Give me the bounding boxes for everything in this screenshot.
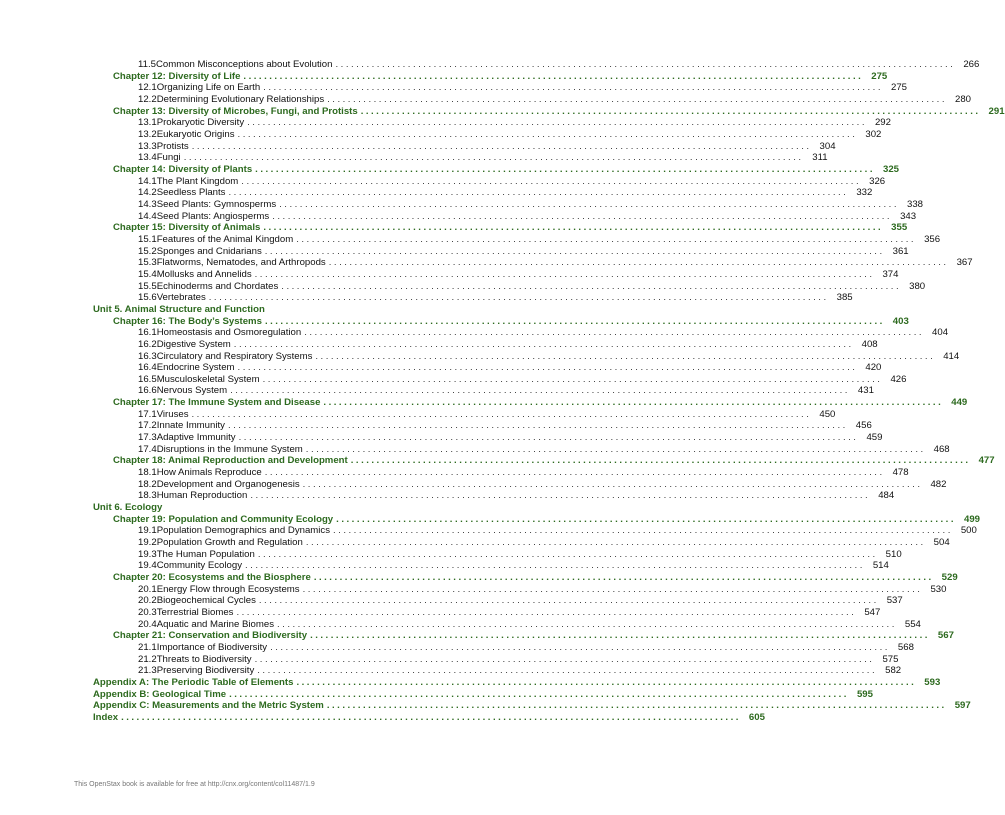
toc-entry-title: Homeostasis and Osmoregulation xyxy=(156,327,302,339)
toc-entry-title: Circulatory and Respiratory Systems xyxy=(156,350,313,362)
toc-dot-leader: ........................................................................................................................ xyxy=(228,187,849,199)
toc-entry-title: Seedless Plants xyxy=(156,187,226,199)
toc-dot-leader: ........................................................................................................................ xyxy=(264,315,885,327)
toc-page-number: 537 xyxy=(886,595,903,607)
toc-chapter-entry[interactable] xyxy=(113,315,909,328)
toc-dot-leader: ........................................................................................................................ xyxy=(281,280,902,292)
toc-dot-leader: ........................................................................................................................ xyxy=(263,222,884,234)
toc-page-number: 595 xyxy=(856,688,873,700)
toc-section-number: 21.2 xyxy=(138,653,157,665)
toc-dot-leader: ........................................................................................................................ xyxy=(243,70,864,82)
toc-entry-title: Musculoskeletal System xyxy=(156,373,260,385)
toc-entry-title: Preserving Biodiversity xyxy=(156,665,255,677)
toc-section-number: 15.6 xyxy=(138,292,157,304)
toc-section-entry[interactable] xyxy=(138,595,903,607)
toc-page-number: 514 xyxy=(872,560,889,572)
toc-dot-leader: ........................................................................................................................ xyxy=(327,93,947,105)
toc-page-number: 275 xyxy=(871,70,888,82)
toc-section-entry[interactable] xyxy=(138,198,923,211)
toc-entry-title: Human Reproduction xyxy=(156,490,248,502)
toc-section-entry[interactable] xyxy=(138,653,899,666)
toc-dot-leader: ........................................................................................................................ xyxy=(208,292,829,304)
toc-entry-title: Importance of Biodiversity xyxy=(156,642,268,653)
toc-section-entry[interactable] xyxy=(138,210,917,223)
toc-section-number: 17.1 xyxy=(138,408,157,420)
toc-dot-leader: ........................................................................................................................ xyxy=(296,233,917,245)
toc-dot-leader: ........................................................................................................................ xyxy=(227,420,848,432)
toc-entry-title: Chapter 13: Diversity of Microbes, Fungi, and Protists xyxy=(113,105,358,117)
toc-dot-leader: ........................................................................................................................ xyxy=(250,490,871,502)
toc-section-entry[interactable] xyxy=(138,152,828,164)
toc-section-entry[interactable] xyxy=(138,385,874,397)
toc-appendix-entry[interactable] xyxy=(93,676,941,689)
toc-appendix-entry[interactable] xyxy=(93,688,873,701)
toc-dot-leader: ........................................................................................................................ xyxy=(326,700,947,712)
toc-page-number: 449 xyxy=(951,397,968,409)
toc-entry-title: How Animals Reproduce xyxy=(156,467,262,479)
toc-page-number: 292 xyxy=(874,117,891,129)
toc-dot-leader: ........................................................................................................................ xyxy=(315,350,936,362)
toc-page-number: 408 xyxy=(861,338,878,350)
toc-dot-leader: ........................................................................................................................ xyxy=(313,572,934,584)
toc-page-number: 431 xyxy=(857,385,874,397)
toc-page-number: 568 xyxy=(897,642,914,653)
toc-entry-title: Appendix B: Geological Time xyxy=(93,688,227,700)
toc-entry-title: Chapter 17: The Immune System and Disease xyxy=(113,397,321,409)
toc-section-entry[interactable] xyxy=(138,117,891,129)
toc-entry-title: Chapter 14: Diversity of Plants xyxy=(113,163,253,175)
toc-section-entry[interactable] xyxy=(138,583,947,596)
toc-chapter-entry[interactable] xyxy=(113,630,954,642)
toc-chapter-entry[interactable] xyxy=(113,513,981,526)
toc-page-number: 499 xyxy=(964,513,981,525)
toc-dot-leader: ........................................................................................................................ xyxy=(333,525,953,537)
toc-appendix-entry[interactable] xyxy=(93,700,971,712)
toc-page-number: 367 xyxy=(956,257,973,269)
toc-entry-title: Vertebrates xyxy=(156,292,206,304)
toc-page-number: 374 xyxy=(882,268,899,280)
toc-page-number: 361 xyxy=(892,245,909,257)
toc-entry-title: Protists xyxy=(156,140,189,152)
toc-dot-leader: ........................................................................................................................ xyxy=(263,82,884,94)
toc-page-number: 593 xyxy=(924,676,941,688)
toc-dot-leader: ........................................................................................................................ xyxy=(121,711,741,723)
toc-dot-leader: ........................................................................................................................ xyxy=(237,362,858,374)
toc-entry-title: The Plant Kingdom xyxy=(156,175,239,187)
toc-page-number: 385 xyxy=(836,292,853,304)
toc-page-number: 510 xyxy=(885,548,902,560)
toc-page-number: 325 xyxy=(883,163,900,175)
toc-page-number: 332 xyxy=(856,187,873,199)
toc-page-number: 500 xyxy=(960,525,977,537)
toc-section-number: 20.2 xyxy=(138,595,157,607)
toc-dot-leader: ........................................................................................................................ xyxy=(304,327,925,339)
toc-chapter-entry[interactable] xyxy=(113,105,1005,118)
toc-dot-leader: ........................................................................................................................ xyxy=(191,408,812,420)
toc-dot-leader: ........................................................................................................................ xyxy=(264,245,885,257)
toc-section-entry[interactable] xyxy=(138,373,907,386)
toc-section-entry[interactable] xyxy=(138,280,926,293)
toc-entry-title: Common Misconceptions about Evolution xyxy=(155,59,333,70)
toc-section-number: 19.2 xyxy=(138,537,157,549)
toc-section-entry[interactable] xyxy=(138,607,881,619)
toc-page-number: 478 xyxy=(892,467,909,479)
toc-page-number: 567 xyxy=(937,630,954,642)
toc-dot-leader: ........................................................................................................................ xyxy=(305,537,926,549)
toc-section-number: 19.3 xyxy=(138,548,157,560)
toc-entry-title: Chapter 16: The Body’s Systems xyxy=(113,315,262,327)
toc-entry-title: Community Ecology xyxy=(156,560,242,572)
toc-dot-leader: ........................................................................................................................ xyxy=(254,653,875,665)
toc-page-number: 575 xyxy=(882,653,899,665)
toc-page-number: 554 xyxy=(904,618,921,630)
toc-section-number: 21.1 xyxy=(138,642,157,653)
toc-section-entry[interactable] xyxy=(138,327,949,339)
toc-section-number: 14.3 xyxy=(138,198,157,210)
toc-page-number: 605 xyxy=(748,711,765,723)
toc-entry-title: Chapter 15: Diversity of Animals xyxy=(113,222,261,234)
toc-entry-title: Determining Evolutionary Relationships xyxy=(156,93,325,105)
toc-section-entry[interactable] xyxy=(138,233,941,246)
page-footer: This OpenStax book is available for free at http://cnx.org/content/col11487/1.9 xyxy=(74,781,315,788)
toc-section-number: 20.4 xyxy=(138,618,157,630)
toc-dot-leader: ........................................................................................................................ xyxy=(328,257,949,269)
toc-page-number: 504 xyxy=(933,537,950,549)
toc-entry-title: Features of the Animal Kingdom xyxy=(156,233,294,245)
toc-section-entry[interactable] xyxy=(138,292,853,304)
toc-section-entry[interactable] xyxy=(138,478,947,491)
toc-page-number: 530 xyxy=(930,583,947,595)
toc-entry-title: Chapter 21: Conservation and Biodiversity xyxy=(113,630,308,642)
toc-section-number: 20.3 xyxy=(138,607,157,619)
toc-page-number: 477 xyxy=(978,455,995,467)
toc-dot-leader: ........................................................................................................................ xyxy=(270,642,890,653)
toc-entry-title: Population Demographics and Dynamics xyxy=(156,525,330,537)
toc-section-number: 21.3 xyxy=(138,665,157,677)
toc-chapter-entry[interactable] xyxy=(113,163,900,176)
toc-page-number: 582 xyxy=(885,665,902,677)
toc-section-number: 16.1 xyxy=(138,327,157,339)
toc-dot-leader: ........................................................................................................................ xyxy=(233,338,854,350)
toc-section-number: 19.1 xyxy=(138,525,157,537)
toc-section-entry[interactable] xyxy=(138,268,899,281)
toc-entry-title: Endocrine System xyxy=(156,362,235,374)
toc-section-entry[interactable] xyxy=(138,420,872,432)
toc-page-number: 275 xyxy=(891,82,908,94)
toc-dot-leader: ........................................................................................................................ xyxy=(241,175,862,187)
toc-dot-leader: ........................................................................................................................ xyxy=(305,443,926,455)
toc-page-number: 380 xyxy=(909,280,926,292)
toc-page-number: 484 xyxy=(878,490,895,502)
toc-entry-title: Eukaryotic Origins xyxy=(156,128,235,140)
toc-section-entry[interactable] xyxy=(138,338,878,351)
toc-dot-leader: ........................................................................................................................ xyxy=(258,595,879,607)
toc-section-entry[interactable] xyxy=(138,560,889,572)
toc-entry-title: Energy Flow through Ecosystems xyxy=(156,583,300,595)
toc-section-number: 14.1 xyxy=(138,175,157,187)
toc-section-entry[interactable] xyxy=(138,350,960,363)
toc-entry-title: Seed Plants: Angiosperms xyxy=(156,210,270,222)
toc-page-number: 280 xyxy=(954,93,971,105)
toc-page-number: 482 xyxy=(930,478,947,490)
toc-section-entry[interactable] xyxy=(138,525,977,537)
toc-entry-title: Chapter 20: Ecosystems and the Biosphere xyxy=(113,572,311,584)
toc-section-number: 15.4 xyxy=(138,268,157,280)
toc-chapter-entry[interactable] xyxy=(113,222,908,234)
toc-entry-title: Chapter 19: Population and Community Ecology xyxy=(113,513,334,525)
toc-section-entry[interactable] xyxy=(138,128,882,141)
toc-section-number: 12.1 xyxy=(138,82,157,94)
toc-section-entry[interactable] xyxy=(138,548,902,561)
toc-section-number: 17.3 xyxy=(138,432,157,444)
toc-entry-title: Appendix A: The Periodic Table of Elements xyxy=(93,676,294,688)
toc-section-number: 15.5 xyxy=(138,280,157,292)
toc-dot-leader: ........................................................................................................................ xyxy=(360,105,981,117)
toc-section-number: 15.3 xyxy=(138,257,157,269)
toc-section-number: 17.2 xyxy=(138,420,157,432)
toc-page-number: 404 xyxy=(932,327,949,339)
toc-section-number: 11.5 xyxy=(138,59,156,70)
toc-page-number: 420 xyxy=(865,362,882,374)
toc-dot-leader: ........................................................................................................................ xyxy=(245,560,865,572)
toc-entry-title: Disruptions in the Immune System xyxy=(156,443,303,455)
toc-chapter-entry[interactable] xyxy=(113,397,968,409)
toc-section-number: 14.2 xyxy=(138,187,157,199)
toc-section-entry[interactable] xyxy=(138,82,908,94)
toc-page-number: 343 xyxy=(900,210,917,222)
toc-entry-title: Biogeochemical Cycles xyxy=(156,595,256,607)
toc-entry-title: Sponges and Cnidarians xyxy=(156,245,262,257)
toc-entry-title: Echinoderms and Chordates xyxy=(156,280,279,292)
toc-entry-title: Innate Immunity xyxy=(156,420,225,432)
toc-page-number: 356 xyxy=(924,233,941,245)
toc-entry-title: Unit 5. Animal Structure and Function xyxy=(93,303,265,315)
toc-page-number: 338 xyxy=(906,198,923,210)
toc-section-number: 12.2 xyxy=(138,93,157,105)
toc-section-entry[interactable] xyxy=(138,432,883,444)
toc-dot-leader: ........................................................................................................................ xyxy=(183,152,804,164)
toc-entry-title: Population Growth and Regulation xyxy=(156,537,303,549)
toc-section-number: 16.2 xyxy=(138,338,157,350)
toc-section-entry[interactable] xyxy=(138,93,971,106)
toc-section-entry[interactable] xyxy=(138,59,980,71)
toc-page-number: 450 xyxy=(819,408,836,420)
toc-page-number: 291 xyxy=(988,105,1005,117)
toc-entry-title: Organizing Life on Earth xyxy=(156,82,261,94)
toc-section-entry[interactable] xyxy=(138,245,909,258)
toc-section-entry[interactable] xyxy=(138,257,973,269)
toc-section-entry[interactable] xyxy=(138,642,914,654)
toc-entry-title: Adaptive Immunity xyxy=(156,432,236,444)
toc-page-number: 547 xyxy=(864,607,881,619)
toc-dot-leader: ........................................................................................................................ xyxy=(336,513,957,525)
toc-entry-title: Index xyxy=(93,711,119,723)
toc-section-number: 20.1 xyxy=(138,583,157,595)
toc-entry-title: Viruses xyxy=(156,408,189,420)
toc-section-entry[interactable] xyxy=(138,467,909,479)
toc-section-entry[interactable] xyxy=(138,140,836,153)
toc-dot-leader: ........................................................................................................................ xyxy=(279,198,899,210)
toc-dot-leader: ........................................................................................................................ xyxy=(229,688,849,700)
toc-dot-leader: ........................................................................................................................ xyxy=(262,373,883,385)
toc-page-number: 311 xyxy=(812,152,828,164)
toc-dot-leader: ........................................................................................................................ xyxy=(296,676,917,688)
toc-section-entry[interactable] xyxy=(138,187,873,199)
toc-dot-leader: ........................................................................................................................ xyxy=(257,665,878,677)
toc-dot-leader: ........................................................................................................................ xyxy=(350,455,971,467)
toc-chapter-entry[interactable] xyxy=(113,455,995,467)
toc-page-number: 403 xyxy=(892,315,909,327)
toc-dot-leader: ........................................................................................................................ xyxy=(272,210,893,222)
toc-section-number: 18.3 xyxy=(138,490,157,502)
toc-entry-title: Chapter 18: Animal Reproduction and Development xyxy=(113,455,348,467)
toc-dot-leader: ........................................................................................................................ xyxy=(191,140,812,152)
toc-section-number: 13.4 xyxy=(138,152,157,164)
toc-section-number: 15.2 xyxy=(138,245,157,257)
toc-dot-leader: ........................................................................................................................ xyxy=(257,548,878,560)
toc-page-number: 302 xyxy=(865,128,882,140)
toc-entry-title: Threats to Biodiversity xyxy=(156,653,252,665)
toc-entry-title: The Human Population xyxy=(156,548,255,560)
toc-section-number: 16.4 xyxy=(138,362,157,374)
toc-page-number: 468 xyxy=(933,443,950,455)
toc-entry-title: Prokaryotic Diversity xyxy=(156,117,245,129)
toc-dot-leader: ........................................................................................................................ xyxy=(254,268,875,280)
toc-entry-title: Chapter 12: Diversity of Life xyxy=(113,70,241,82)
toc-dot-leader: ........................................................................................................................ xyxy=(335,59,956,70)
toc-page-number: 355 xyxy=(891,222,908,234)
toc-dot-leader: ........................................................................................................................ xyxy=(264,467,885,479)
toc-dot-leader: ........................................................................................................................ xyxy=(323,397,944,409)
toc-page-number: 529 xyxy=(941,572,958,584)
toc-chapter-entry[interactable] xyxy=(113,70,888,83)
toc-entry-title: Digestive System xyxy=(156,338,231,350)
toc-section-number: 13.2 xyxy=(138,128,157,140)
toc-section-number: 16.5 xyxy=(138,373,157,385)
toc-section-entry[interactable] xyxy=(138,665,902,677)
toc-page-number: 456 xyxy=(855,420,872,432)
toc-section-number: 17.4 xyxy=(138,443,157,455)
toc-section-number: 13.3 xyxy=(138,140,157,152)
toc-entry-title: Flatworms, Nematodes, and Arthropods xyxy=(156,257,326,269)
toc-section-entry[interactable] xyxy=(138,408,836,421)
toc-dot-leader: ........................................................................................................................ xyxy=(237,128,858,140)
toc-section-number: 18.1 xyxy=(138,467,157,479)
toc-entry-title: Fungi xyxy=(156,152,181,164)
toc-appendix-entry[interactable] xyxy=(93,711,765,724)
toc-page-number: 304 xyxy=(819,140,836,152)
toc-page-number: 426 xyxy=(890,373,907,385)
toc-section-entry[interactable] xyxy=(138,175,886,188)
toc-dot-leader: ........................................................................................................................ xyxy=(247,117,867,129)
toc-chapter-entry[interactable] xyxy=(113,572,958,584)
toc-entry-title: Unit 6. Ecology xyxy=(93,502,163,514)
toc-section-number: 19.4 xyxy=(138,560,157,572)
toc-section-number: 18.2 xyxy=(138,478,157,490)
toc-page-number: 266 xyxy=(963,59,980,70)
toc-section-entry[interactable] xyxy=(138,618,921,631)
toc-entry-title: Nervous System xyxy=(156,385,228,397)
toc-section-number: 14.4 xyxy=(138,210,157,222)
toc-entry-title: Development and Organogenesis xyxy=(156,478,300,490)
toc-entry-title: Terrestrial Biomes xyxy=(156,607,234,619)
toc-dot-leader: ........................................................................................................................ xyxy=(236,607,857,619)
toc-dot-leader: ........................................................................................................................ xyxy=(302,478,923,490)
toc-page-number: 597 xyxy=(954,700,971,712)
toc-entry-title: Aquatic and Marine Biomes xyxy=(156,618,275,630)
toc-dot-leader: ........................................................................................................................ xyxy=(255,163,876,175)
toc-dot-leader: ........................................................................................................................ xyxy=(302,583,923,595)
toc-section-entry[interactable] xyxy=(138,490,895,502)
toc-dot-leader: ........................................................................................................................ xyxy=(310,630,930,642)
toc-entry-title: Mollusks and Annelids xyxy=(156,268,252,280)
toc-section-number: 16.6 xyxy=(138,385,157,397)
toc-section-entry[interactable] xyxy=(138,362,882,374)
toc-entry-title: Appendix C: Measurements and the Metric System xyxy=(93,700,324,712)
toc-dot-leader: ........................................................................................................................ xyxy=(277,618,897,630)
toc-page-number: 414 xyxy=(943,350,960,362)
toc-unit-entry[interactable] xyxy=(93,502,556,514)
toc-page-number: 459 xyxy=(866,432,883,444)
toc-section-number: 16.3 xyxy=(138,350,157,362)
toc-dot-leader: ........................................................................................................................ xyxy=(238,432,859,444)
toc-entry-title: Seed Plants: Gymnosperms xyxy=(156,198,277,210)
toc-section-entry[interactable] xyxy=(138,443,950,456)
toc-section-number: 15.1 xyxy=(138,233,157,245)
toc-section-entry[interactable] xyxy=(138,537,950,549)
toc-dot-leader: ........................................................................................................................ xyxy=(230,385,850,397)
toc-section-number: 13.1 xyxy=(138,117,157,129)
toc-unit-entry[interactable] xyxy=(93,304,556,316)
toc-page-number: 326 xyxy=(869,175,886,187)
